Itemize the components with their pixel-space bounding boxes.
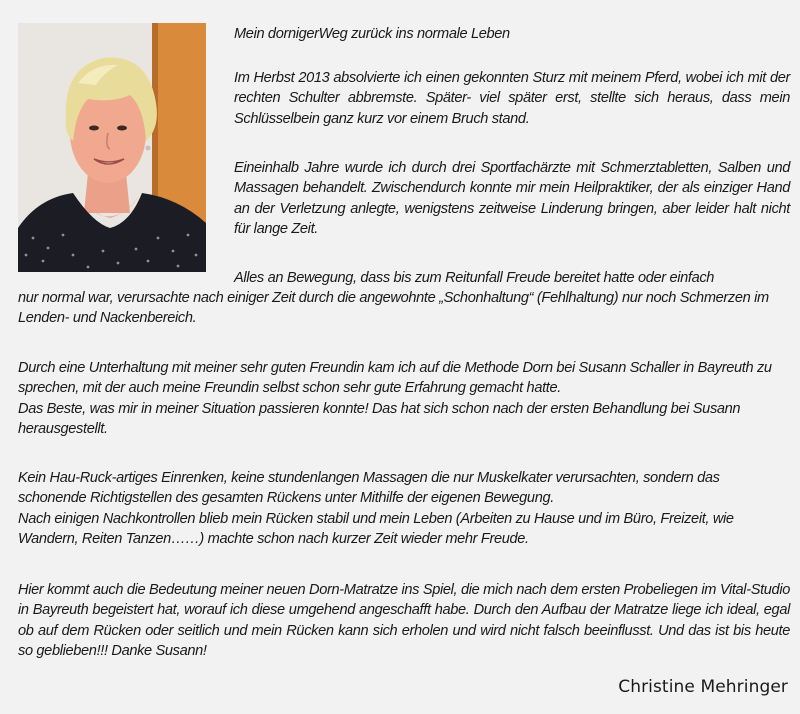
paragraph-therapy-result-part1: Kein Hau-Ruck-artiges Einrenken, keine stundenlangen Massagen die nur Muskelkater verursachten, sondern das schonende Richtigstellen des gesamten Rückens unter Mithilfe der eigenen Bewegung. [18, 470, 720, 507]
paragraph-accident: Im Herbst 2013 absolvierte ich einen gekonnten Sturz mit meinem Pferd, wobei ich mit der rechten Schulter abbremste. Später- viel später erst, stellte sich heraus, dass mein Schlüsselbein ganz kurz vor einem Bruch stand. [234, 70, 790, 127]
paragraph-dorn-method-part2: Das Beste, was mir in meiner Situation passieren konnte! Das hat sich schon nach der ersten Behandlung bei Susann herausgestellt. [18, 400, 741, 438]
paragraph-dorn-method [18, 358, 790, 440]
paragraph-movement: nur normal war, verursachte nach einiger Zeit durch die angewohnte „Schonhaltung“ (Fehlhaltung) nur noch Schmerzen im Lenden- und Nackenbereich. [18, 290, 769, 327]
paragraph-treatment: Eineinhalb Jahre wurde ich durch drei Sportfachärzte mit Schmerztabletten, Salben und Massagen behandelt. Zwischendurch konnte mir mein Heilpraktiker, der als einziger Hand an der Verletzung anlegte, wenigstens zeitweise Linderung bringen, aber leider halt nicht für lange Zeit. [234, 160, 790, 238]
paragraph-movement-first-line: Alles an Bewegung, dass bis zum Reitunfall Freude bereitet hatte oder einfach [234, 270, 715, 286]
paragraph-therapy-result [18, 468, 790, 550]
author-signature: Christine Mehringer [618, 677, 788, 697]
paragraph-dorn-method-part1: Durch eine Unterhaltung mit meiner sehr guten Freundin kam ich auf die Methode Dorn bei Susann Schaller in Bayreuth zu sprechen, mit der auch meine Freundin selbst schon sehr gute Erfahrung gemacht hatte. [18, 360, 772, 397]
paragraph-mattress: Hier kommt auch die Bedeutung meiner neuen Dorn-Matratze ins Spiel, die mich nach dem ersten Probeliegen im Vital-Studio in Bayreuth begeistert hat, worauf ich diese umgehend angeschafft habe. Durch den Aufbau der Matratze liege ich ideal, egal ob auf dem Rücken oder seitlich und mein Rücken kann sich erholen und wird nicht falsch beeinflusst. Und das ist bis heute so geblieben!!! Danke Susann! [18, 582, 790, 660]
paragraph-therapy-result-part2: Nach einigen Nachkontrollen blieb mein Rücken stabil und mein Leben (Arbeiten zu Hause und im Büro, Freizeit, wie Wandern, Reiten Tanzen……) machte schon nach kurzer Zeit wieder mehr Freude. [18, 510, 734, 548]
portrait-photo [18, 23, 206, 272]
article-title: Mein dornigerWeg zurück ins normale Leben [234, 26, 510, 42]
